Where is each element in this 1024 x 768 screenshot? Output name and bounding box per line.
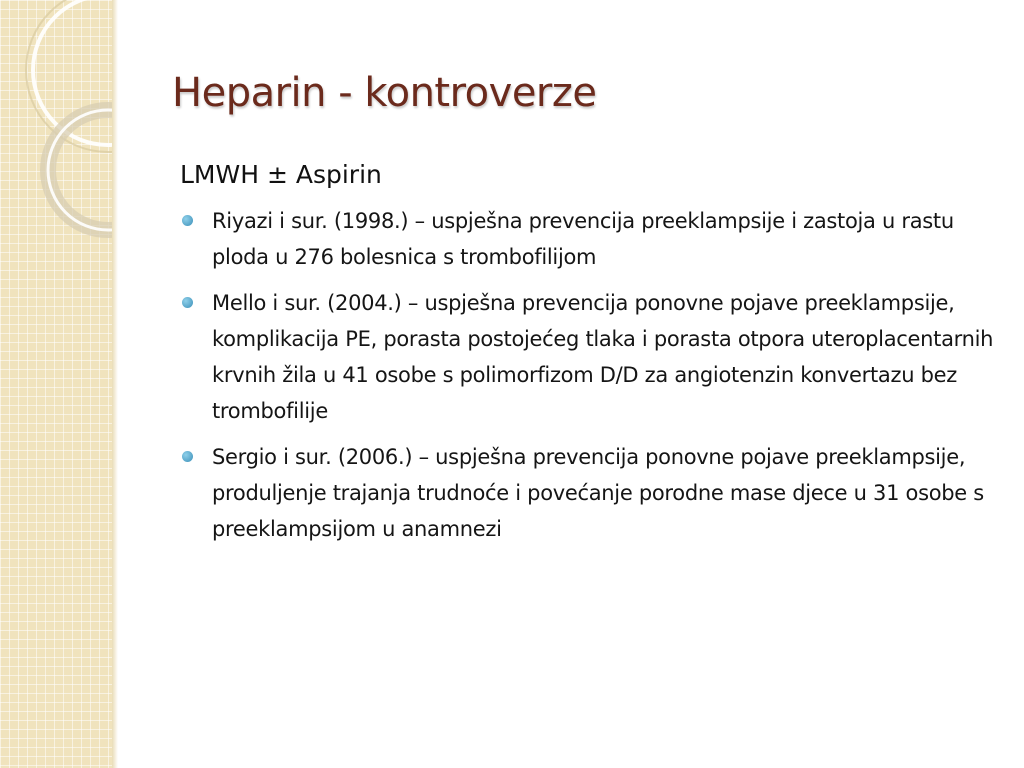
slide-title: Heparin - kontroverze <box>172 70 597 116</box>
slide-subtitle: LMWH ± Aspirin <box>180 160 382 189</box>
sidebar-edge <box>112 0 118 768</box>
slide-content <box>180 160 1000 557</box>
list-item <box>180 439 1000 547</box>
bullet-list <box>180 203 1000 547</box>
bullet-dot-icon <box>182 215 193 226</box>
decorative-circles <box>0 0 112 768</box>
bullet-text: Riyazi i sur. (1998.) – uspješna prevencija preeklampsije i zastoja u rastu ploda u 276 bolesnica s trombofilijom <box>212 209 954 269</box>
bullet-dot-icon <box>182 451 193 462</box>
bullet-dot-icon <box>182 297 193 308</box>
decorative-sidebar <box>0 0 112 768</box>
list-item <box>180 285 1000 429</box>
bullet-text: Mello i sur. (2004.) – uspješna prevencija ponovne pojave preeklampsije, komplikacija PE, porasta postojećeg tlaka i porasta otpora uteroplacentarnih krvnih žila u 41 osobe s polimorfizom D/D za angiotenzin konvertazu bez trombofilije <box>212 291 994 423</box>
list-item <box>180 203 1000 275</box>
bullet-text: Sergio i sur. (2006.) – uspješna prevencija ponovne pojave preeklampsije, produljenje trajanja trudnoće i povećanje porodne mase djece u 31 osobe s preeklampsijom u anamnezi <box>212 445 984 541</box>
